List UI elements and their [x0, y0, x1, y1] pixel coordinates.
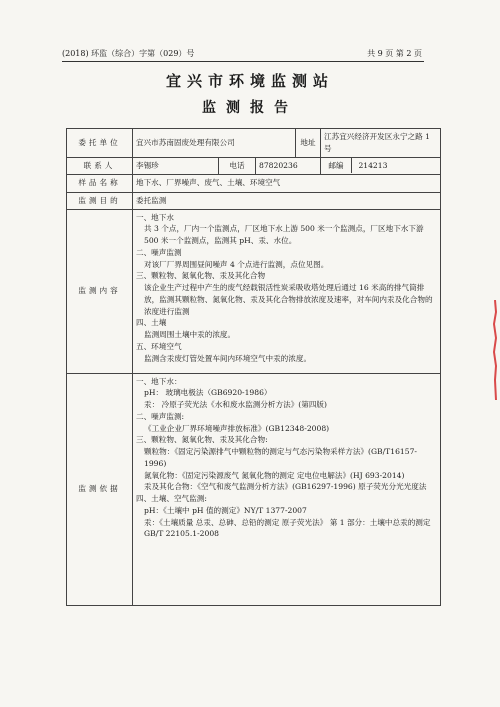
content-line: 三、颗粒物、氮氧化物、汞及其化合物 — [136, 271, 266, 281]
report-reference: (2018) 环监（综合）字第（029）号 — [62, 49, 195, 58]
postcode-cell — [321, 157, 441, 174]
content-row — [67, 209, 441, 373]
header-rule — [62, 61, 424, 62]
basis-line: 《工业企业厂界环境噪声排放标准》(GB12348-2008) — [144, 423, 330, 433]
phone-label: 电话 — [219, 157, 256, 174]
content-label: 监测内容 — [67, 209, 133, 373]
station-title: 宜兴市环境监测站 — [165, 72, 334, 90]
basis-line: pH： 玻璃电极法（GB6920-1986） — [144, 388, 272, 398]
content-line: 共 3 个点，厂内一个监测点，厂区地下水上游 500 米一个监测点，厂区地下水下游 500 米一个监测点，监测其 pH、汞、水位。 — [144, 224, 424, 246]
contact-label: 联系人 — [67, 157, 133, 174]
page-info: 共 9 页 第 2 页 — [367, 49, 422, 58]
report-table — [66, 128, 441, 606]
basis-line: 一、地下水： — [136, 376, 182, 386]
client-value: 宜兴市苏南固废处理有限公司 — [133, 129, 296, 158]
client-row — [67, 129, 441, 158]
report-title: 监测报告 — [202, 100, 298, 116]
content-body — [133, 209, 441, 373]
address-value: 江苏宜兴经济开发区永宁之路 1 号 — [321, 129, 441, 158]
basis-row — [67, 373, 441, 605]
sample-label: 样品名称 — [67, 174, 133, 192]
basis-line: 汞及其化合物：《空气和废气监测分析方法》(GB16297-1996) 原子荧光分光光度法 — [144, 482, 427, 492]
basis-line: 颗粒物：《固定污染源排气中颗粒物的测定与气态污染物采样方法》(GB/T16157-1996) — [144, 447, 417, 468]
sample-row — [67, 174, 441, 192]
phone-value: 87820236 — [256, 157, 321, 174]
basis-line: pH：《土壤中 pH 值的测定》NY/T 1377-2007 — [144, 505, 307, 515]
content-line: 二、噪声监测 — [136, 247, 182, 257]
content-line: 一、地下水 — [136, 212, 174, 222]
basis-line: 二、噪声监测: — [136, 411, 185, 421]
basis-line: 氮氧化物：《固定污染源废气 氮氧化物的测定 定电位电解法》(HJ 693-2014) — [144, 470, 405, 480]
postcode-value: 214213 — [358, 160, 388, 170]
purpose-row — [67, 192, 441, 209]
content-line: 四、土壤 — [136, 318, 167, 328]
content-line: 监测周围土壤中汞的浓度。 — [144, 330, 236, 340]
content-line: 该企业生产过程中产生的废气经载银活性炭采吸收塔处理后通过 16 米高的排气筒排放，监测其颗粒物、氮氧化物、汞及其化合物排放浓度及速率，对车间内汞及化合物的浓度进行监测 — [144, 283, 433, 316]
basis-body — [133, 373, 441, 605]
basis-label: 监测依据 — [67, 373, 133, 605]
basis-line: 汞：《土壤质量 总汞、总砷、总铅的测定 原子荧光法》 第 1 部分：土壤中总汞的测定 GB/T 22105.1-2008 — [144, 517, 431, 539]
contact-value: 李锡珍 — [133, 157, 219, 174]
content-line: 对该厂厂界周围昼间噪声 4 个点进行监测，点位见图。 — [144, 259, 329, 269]
basis-line: 汞： 冷原子荧光法《水和废水监测分析方法》(第四版) — [144, 400, 327, 410]
sample-value: 地下水、厂界噪声、废气、土壤、环境空气 — [133, 174, 441, 192]
address-label: 地址 — [296, 129, 321, 158]
postcode-label: 邮编 — [321, 158, 352, 174]
purpose-label: 监测目的 — [67, 192, 133, 209]
purpose-value: 委托监测 — [133, 192, 441, 209]
content-line: 五、环境空气 — [136, 341, 182, 351]
contact-row — [67, 157, 441, 174]
client-label: 委托单位 — [67, 129, 133, 158]
report-header — [62, 48, 422, 62]
basis-line: 四、土壤、空气监测: — [136, 494, 207, 504]
content-line: 监测含汞废灯管处置车间内环境空气中汞的浓度。 — [144, 353, 312, 363]
basis-line: 三、颗粒物、氮氧化物、汞及其化合物: — [136, 435, 268, 445]
seal-edge-mark — [492, 300, 498, 400]
